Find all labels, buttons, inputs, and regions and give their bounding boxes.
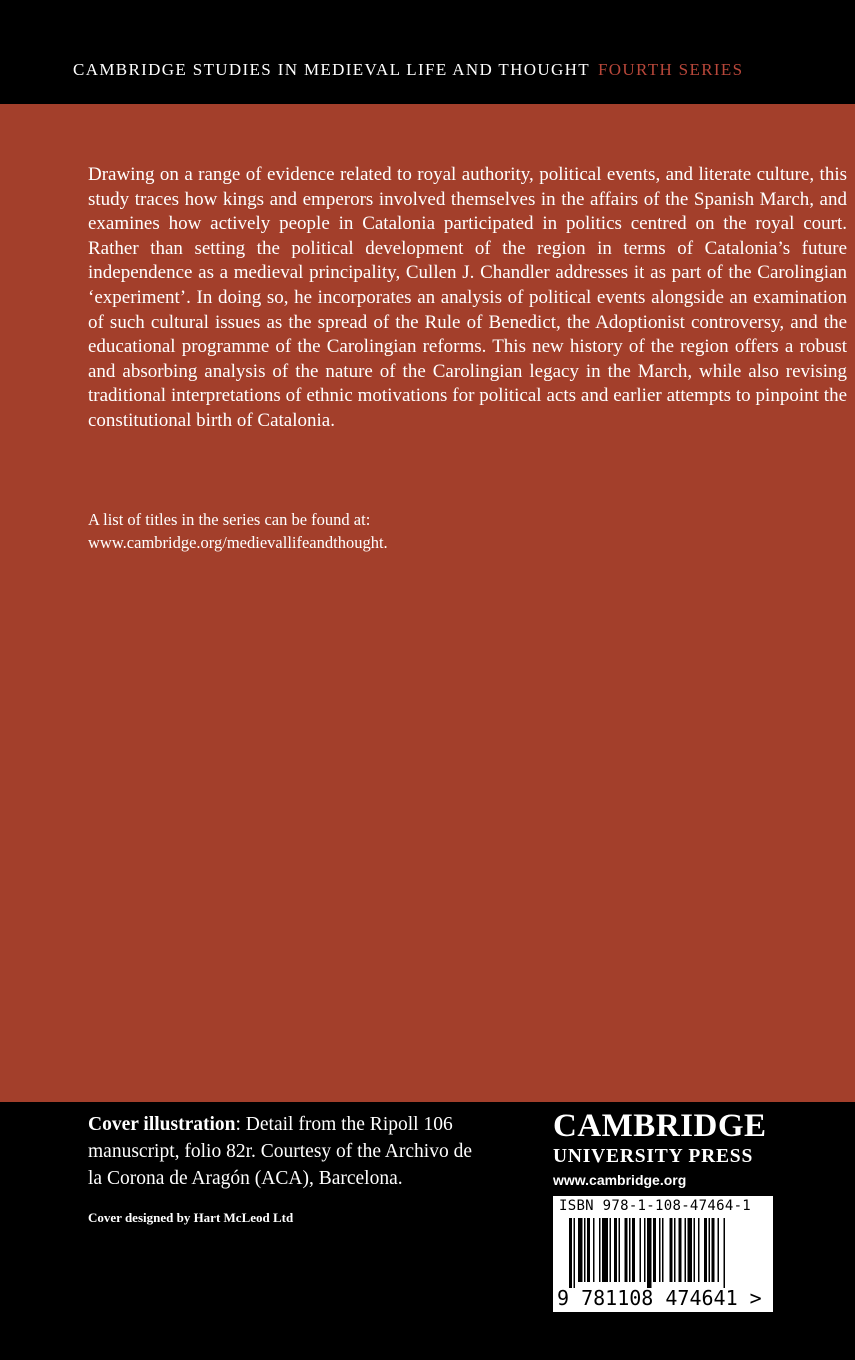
publisher-logo (553, 1108, 783, 1189)
cover-illustration-line2: manuscript, folio 82r. Courtesy of the Archivo de (88, 1141, 472, 1162)
series-list-text: A list of titles in the series can be found at: (88, 510, 371, 529)
barcode-bars (569, 1218, 765, 1288)
barcode-bar (688, 1218, 693, 1282)
barcode-bar (662, 1218, 664, 1282)
barcode-bar (619, 1218, 621, 1282)
barcode-bar (610, 1218, 612, 1282)
barcode-bar (640, 1218, 642, 1282)
designer-credit: Cover designed by Hart McLeod Ltd (88, 1210, 294, 1225)
cover-illustration-line3: la Corona de Aragón (ACA), Barcelona. (88, 1168, 403, 1189)
isbn-text: ISBN 978-1-108-47464-1 (559, 1198, 752, 1214)
barcode-bar (599, 1218, 601, 1282)
cover-illustration-label: Cover illustration (88, 1114, 236, 1135)
credits-band (0, 1102, 855, 1360)
book-description: Drawing on a range of evidence related to royal authority, political events, and literate culture, this study traces how kings and emperors involved themselves in the affairs of the Spanish March, and examines how actively people in Catalonia participated in politics centred on the royal court. Rather than setting the political development of the region in terms of Catalonia’s future independence as a medieval principality, Cullen J. Chandler addresses it as part of the Carolingian ‘experiment’. In doing so, he incorporates an analysis of political events alongside an examination of such cultural issues as the spread of the Rule of Benedict, the Adoptionist controversy, and the educational programme of the Carolingian reforms. This new history of the region offers a robust and absorbing analysis of the nature of the Carolingian legacy in the March, while also revising traditional interpretations of ethnic motivations for political acts and earlier attempts to pinpoint the constitutional birth of Catalonia. (88, 164, 847, 431)
publisher-subline: UNIVERSITY PRESS (553, 1146, 754, 1167)
barcode-bar (574, 1218, 576, 1288)
publisher-url: www.cambridge.org (553, 1172, 687, 1188)
barcode-bar (644, 1218, 646, 1282)
back-cover-panel (0, 104, 855, 1102)
barcode-bar (578, 1218, 583, 1282)
cover-illustration-line1: : Detail from the Ripoll 106 (235, 1114, 453, 1135)
barcode-digits: 9 781108 474641 > (557, 1286, 762, 1310)
barcode-bar (698, 1218, 700, 1282)
barcode-bar (685, 1218, 687, 1282)
barcode-bar (632, 1218, 635, 1282)
barcode-bar (647, 1218, 652, 1288)
barcode-bar (569, 1218, 572, 1288)
barcode-bar (679, 1218, 682, 1282)
barcode-bar (629, 1218, 631, 1282)
barcode-bar (653, 1218, 656, 1282)
barcode-bar (694, 1218, 696, 1282)
series-list-note (88, 508, 788, 554)
barcode-bar (724, 1218, 726, 1288)
barcode-bar (718, 1218, 720, 1282)
barcode-bar (670, 1218, 673, 1282)
barcode-bar (584, 1218, 586, 1282)
barcode-bar (625, 1218, 628, 1282)
barcode-bar (674, 1218, 676, 1282)
cover-illustration-credit (88, 1111, 538, 1192)
barcode-bar (602, 1218, 608, 1282)
isbn-barcode (553, 1196, 773, 1312)
barcode-bar (712, 1218, 715, 1282)
barcode-bar (593, 1218, 595, 1282)
series-header-band (0, 0, 855, 104)
barcode-bar (659, 1218, 661, 1282)
series-line (73, 60, 833, 80)
series-title: CAMBRIDGE STUDIES IN MEDIEVAL LIFE AND THOUGHT (73, 60, 590, 79)
series-subtitle: FOURTH SERIES (598, 60, 744, 79)
barcode-bar (614, 1218, 617, 1282)
barcode-bar (587, 1218, 590, 1282)
barcode-bar (704, 1218, 707, 1282)
barcode-bar (709, 1218, 711, 1282)
series-list-url: www.cambridge.org/medievallifeandthought. (88, 533, 388, 552)
publisher-name: CAMBRIDGE (553, 1108, 767, 1144)
